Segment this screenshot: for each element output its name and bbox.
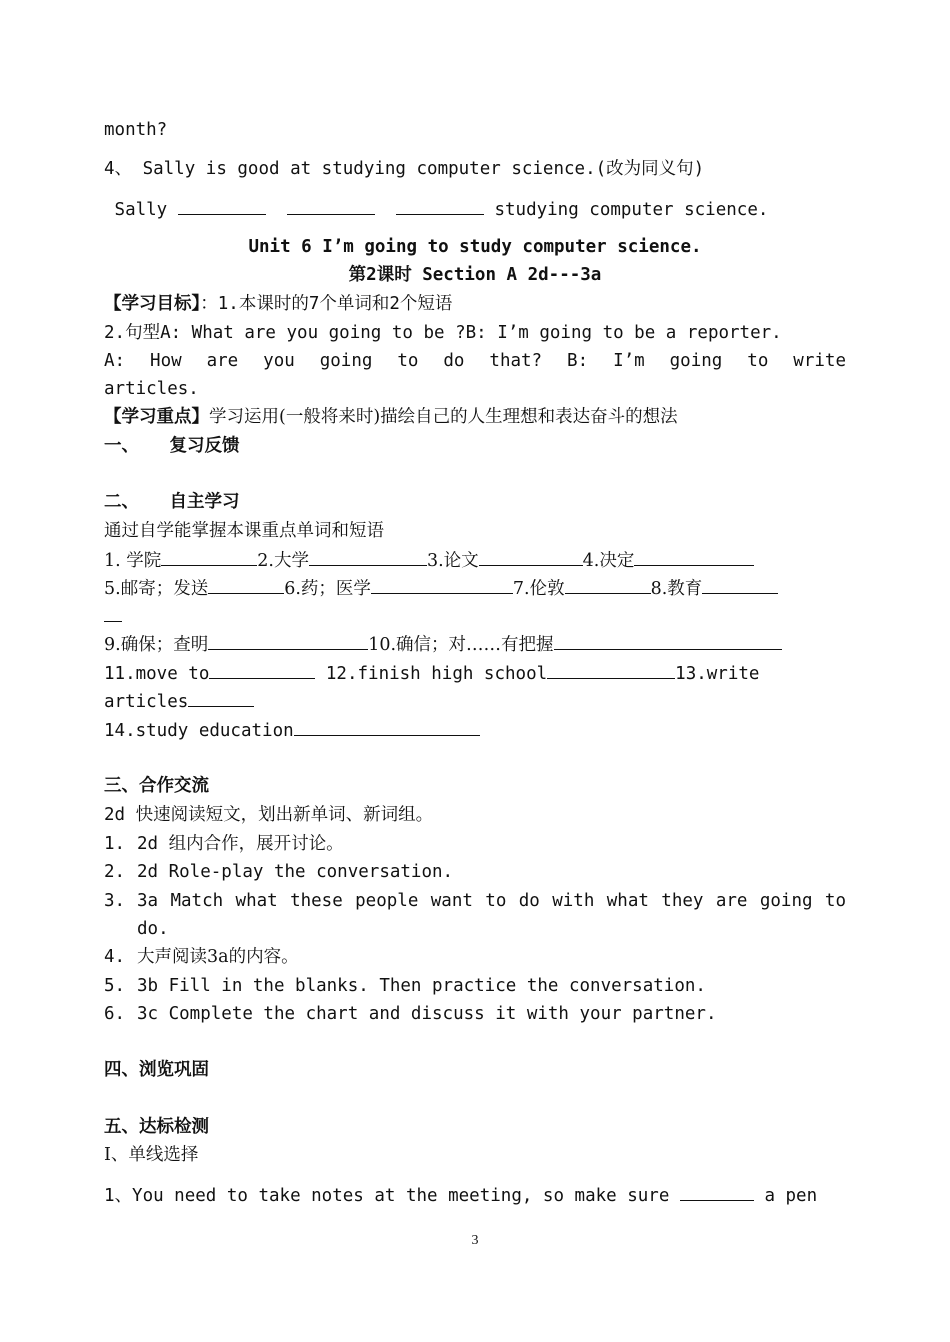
- blank: [547, 662, 675, 679]
- section-heading: 二、 自主学习: [104, 492, 240, 512]
- text-line: month?: [104, 120, 168, 140]
- vocab-item: 6.药；医学: [284, 579, 371, 599]
- list-item: 3. 3a Match what these people want to do with what they are going to: [104, 891, 846, 911]
- blank: [479, 549, 583, 566]
- goals-text: ：1.本课时的7个单词和2个短语: [200, 294, 453, 314]
- blank: [371, 577, 513, 594]
- blank: [634, 549, 754, 566]
- test-question: 1、You need to take notes at the meeting, so make sure a pen: [104, 1186, 818, 1206]
- text-fragment: studying computer science.: [483, 200, 769, 220]
- vocab-item: 8.教育: [650, 579, 703, 599]
- list-item: 1. 2d 组内合作，展开讨论。: [104, 834, 344, 854]
- blank: [396, 198, 484, 215]
- blank: [178, 198, 266, 215]
- vocab-line: [104, 577, 778, 600]
- vocab-item: 4.决定: [582, 551, 635, 571]
- vocab-line: [104, 549, 754, 572]
- section-intro: 通过自学能掌握本课重点单词和短语: [104, 521, 384, 541]
- list-item: 4. 大声阅读3a的内容。: [104, 947, 299, 967]
- list-item: 5. 3b Fill in the blanks. Then practice the conversation.: [104, 976, 706, 996]
- blank: [554, 633, 782, 650]
- focus-label: 【学习重点】: [104, 407, 209, 427]
- vocab-item: articles: [104, 692, 189, 712]
- blank: [287, 198, 375, 215]
- text-fragment: Sally: [104, 200, 178, 220]
- vocab-line: [104, 633, 782, 656]
- section-heading: 四、浏览巩固: [104, 1060, 209, 1080]
- vocab-line: [104, 662, 759, 685]
- sentence-pattern: articles.: [104, 379, 199, 399]
- page-number: 3: [471, 1233, 479, 1248]
- list-item: 2. 2d Role-play the conversation.: [104, 862, 454, 882]
- vocab-line: [104, 719, 480, 742]
- goals-label: 【学习目标】: [104, 294, 201, 314]
- vocab-item: 1. 学院: [104, 551, 162, 571]
- unit-title: Unit 6 I’m going to study computer science.: [248, 237, 702, 257]
- blank: [309, 549, 427, 566]
- vocab-item: 2.大学: [257, 551, 309, 571]
- blank: [104, 605, 122, 622]
- list-item: do.: [137, 919, 169, 939]
- vocab-item: 5.邮寄；发送: [104, 579, 209, 599]
- section-heading: 一、 复习反馈: [104, 436, 240, 456]
- learning-focus: [104, 406, 678, 428]
- blank: [565, 577, 651, 594]
- list-item: 6. 3c Complete the chart and discuss it with your partner.: [104, 1004, 717, 1024]
- lesson-subtitle: 第2课时 Section A 2d---3a: [348, 265, 602, 285]
- vocab-line: [104, 690, 254, 713]
- section-heading: 五、达标检测: [104, 1117, 209, 1137]
- vocab-item: 10.确信；对……有把握: [368, 635, 554, 655]
- section-heading: 三、合作交流: [104, 776, 209, 796]
- rewrite-question: 4、 Sally is good at studying computer science.(改为同义句): [104, 159, 705, 179]
- rewrite-answer-line: [104, 198, 768, 221]
- blank: [209, 662, 315, 679]
- blank: [161, 549, 257, 566]
- vocab-item: 11.move to: [104, 664, 210, 684]
- focus-text: 学习运用(一般将来时)描绘自己的人生理想和表达奋斗的想法: [209, 407, 678, 427]
- section-intro: 2d 快速阅读短文，划出新单词、新词组。: [104, 805, 434, 825]
- blank: [188, 690, 254, 707]
- part-heading: I、单线选择: [104, 1145, 199, 1165]
- vocab-item: 3.论文: [426, 551, 479, 571]
- blank: [702, 577, 778, 594]
- blank: [680, 1184, 754, 1201]
- blank: [208, 577, 284, 594]
- blank: [208, 633, 368, 650]
- learning-goals: [104, 293, 452, 315]
- vocab-item: 9.确保；查明: [104, 635, 209, 655]
- sentence-pattern: A: How are you going to do that? B: I’m going to write: [104, 351, 846, 371]
- vocab-line: [104, 605, 122, 628]
- vocab-item: 7.伦敦: [512, 579, 565, 599]
- vocab-item: 13.write: [675, 664, 760, 684]
- sentence-pattern: 2.句型A: What are you going to be ?B: I’m going to be a reporter.: [104, 323, 782, 343]
- vocab-item: 12.finish high school: [315, 664, 548, 684]
- vocab-item: 14.study education: [104, 721, 294, 741]
- blank: [294, 719, 480, 736]
